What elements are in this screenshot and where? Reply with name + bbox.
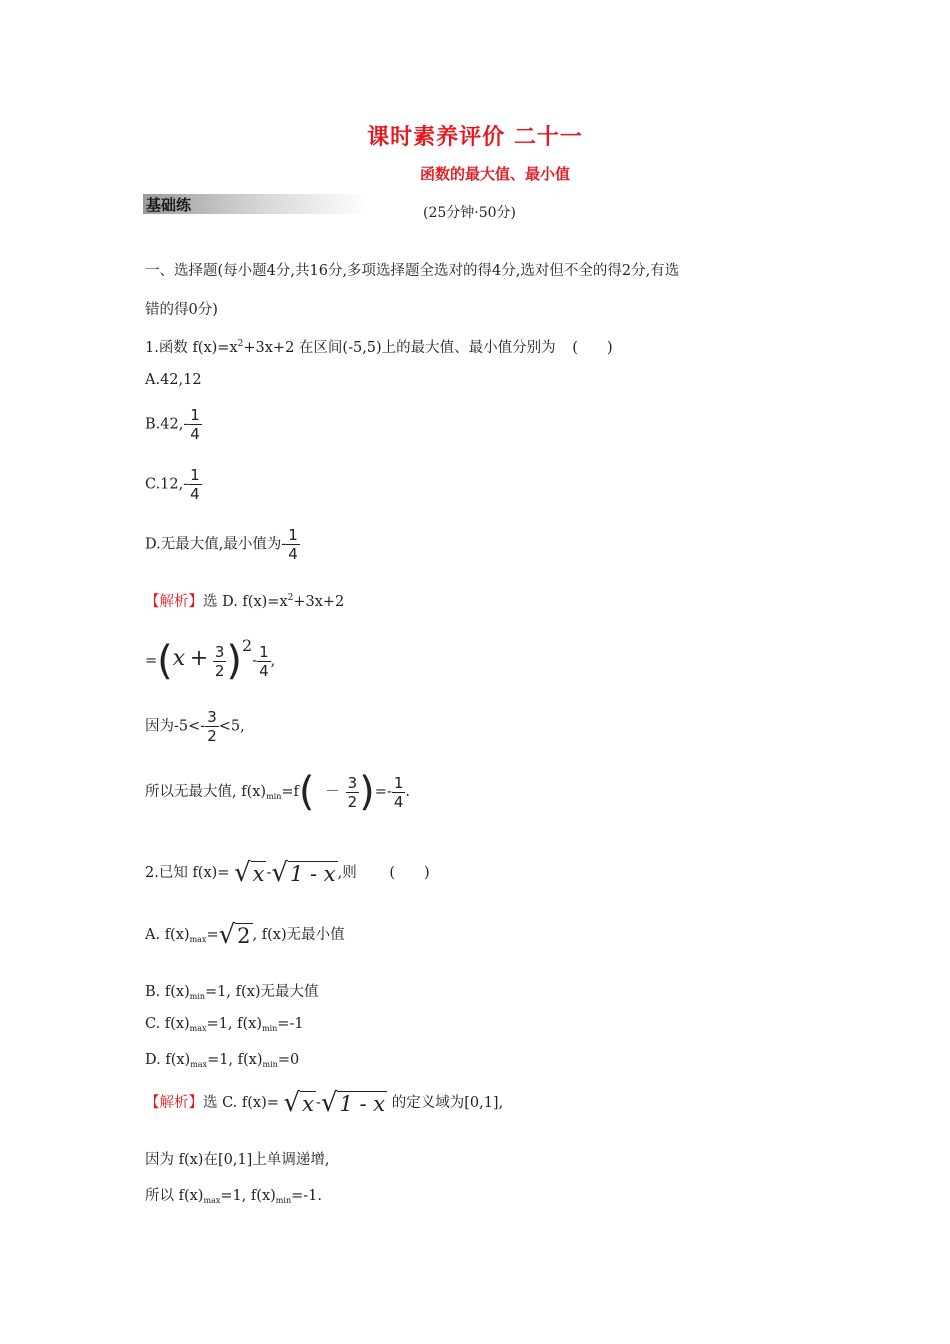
question-1-analysis: 【解析】选 D. $f(x)=x^2+3x+2$ bbox=[145, 593, 345, 610]
question-1-option-b: B.42,- $\frac{1}{4}$ bbox=[145, 406, 200, 443]
question-1-option-c: C.12,- $\frac{1}{4}$ bbox=[145, 466, 200, 503]
question-1-option-a: A.42,12 bbox=[145, 372, 202, 388]
question-2-option-d: D. $f(x)_{max}=1$, $f(x)_{min}=0$ bbox=[145, 1052, 300, 1069]
question-2-analysis-line-3: 所以 $f(x)_{max}=1$, $f(x)_{min}=-1$. bbox=[145, 1188, 322, 1205]
analysis-tag: 【解析】 bbox=[145, 594, 203, 610]
time-info: (25分钟·50分) bbox=[423, 205, 517, 221]
question-1-step-2: 因为-5<- $\frac{3}{2}$ <5, bbox=[145, 708, 245, 745]
page-subtitle: 函数的最大值、最小值 bbox=[419, 165, 570, 183]
question-2-analysis: 【解析】选 C. f(x)= √x -√1 - x 的定义域为[0,1], bbox=[145, 1088, 504, 1118]
analysis-tag: 【解析】 bbox=[145, 1095, 203, 1111]
question-2-stem: 2.已知 f(x)= √x -√1 - x ,则 ( ) bbox=[145, 858, 430, 888]
question-2-analysis-line-2: 因为 f(x)在[0,1]上单调递增, bbox=[145, 1152, 330, 1168]
section-heading-line1: 一、选择题(每小题4分,共16分,多项选择题全选对的得4分,选对但不全的得2分,有选 bbox=[145, 263, 680, 279]
question-1-step-3: 所以无最大值, $f(x)_{min}=f$( － $\frac{3}{2}$ )=- $\frac{1}{4}$ . bbox=[145, 769, 410, 815]
question-2-option-a: A. $f(x)_{max}=√2$ , f(x)无最小值 bbox=[145, 920, 345, 950]
section-heading-line2: 错的得0分) bbox=[145, 302, 218, 318]
section-label: 基础练 bbox=[146, 196, 192, 214]
question-2-option-b: B. $f(x)_{min}=1$, f(x)无最大值 bbox=[145, 984, 319, 1001]
question-1-option-d: D.无最大值,最小值为- $\frac{1}{4}$ bbox=[145, 526, 298, 563]
question-1-stem: 1.函数 $f(x)=x^2+3x+2$ 在区间(-5,5)上的最大值、最小值分别为 ( ) bbox=[145, 339, 613, 356]
question-1-step-1: =(x + $\frac{3}{2}$ )$^2$- $\frac{1}{4}$ , bbox=[145, 636, 276, 684]
page-title: 课时素养评价 二十一 bbox=[367, 125, 583, 150]
question-2-option-c: C. $f(x)_{max}=1$, $f(x)_{min}=-1$ bbox=[145, 1016, 304, 1033]
